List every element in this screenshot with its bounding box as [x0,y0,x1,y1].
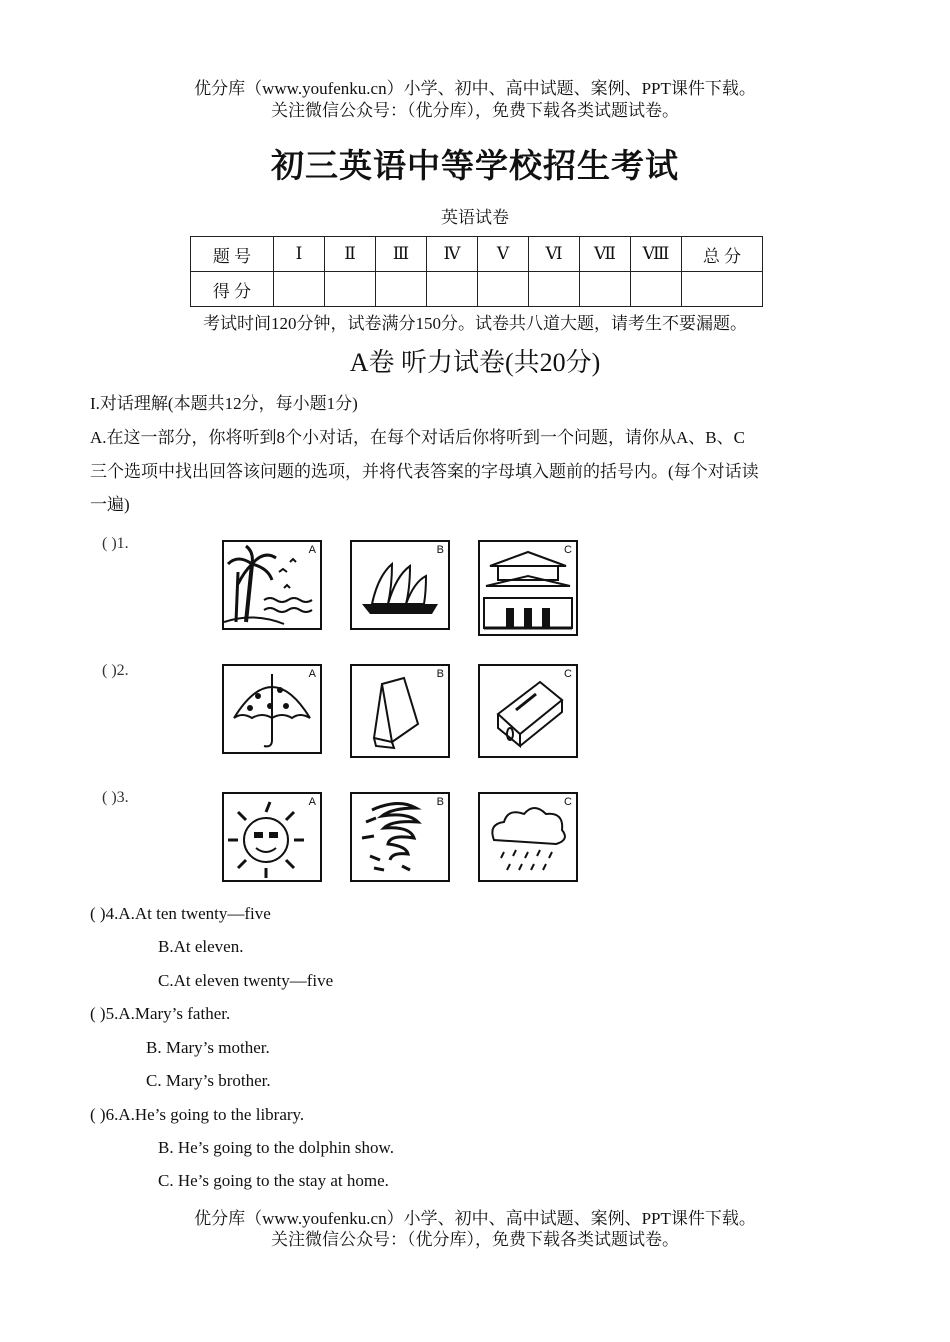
exam-note: 考试时间120分钟，试卷满分150分。试卷共八道大题，请考生不要漏题。 [203,314,747,333]
question-1-label: ( )1. [102,535,129,552]
section-1-intro-line-1: A.在这一部分，你将听到8个小对话，在每个对话后你将听到一个问题，请你从A、B、C [90,428,745,447]
section-1-intro-line-3: 一遍) [90,495,130,514]
score-table-header-row [191,237,763,272]
question-3-label: ( )3. [102,789,129,806]
part-a-title: A卷 听力试卷(共20分) [349,348,601,377]
question-6-stem: ( )6.A.He’s going to the library. [90,1105,305,1124]
score-table [190,236,763,307]
score-table-cell: 总 分 [682,237,763,272]
score-table-cell: Ⅷ [631,237,682,272]
score-table-cell: Ⅵ [529,237,580,272]
score-table-cell: Ⅰ [274,237,325,272]
score-table-cell: Ⅶ [580,237,631,272]
score-input-3[interactable] [376,272,427,307]
score-table-score-row [191,272,763,307]
header-line-1: 优分库（www.youfenku.cn）小学、初中、高中试题、案例、PPT课件下载。 [194,79,756,98]
score-input-8[interactable] [631,272,682,307]
pencil-box-icon[interactable] [478,664,578,758]
book-icon[interactable] [350,664,450,758]
score-table-cell: Ⅲ [376,237,427,272]
option-letter-a: A [308,668,316,680]
question-6-option-c: C. He’s going to the stay at home. [158,1171,389,1190]
question-4-option-c: C.At eleven twenty—five [158,971,334,990]
page-subtitle: 英语试卷 [441,208,509,227]
score-table-cell: 题 号 [191,237,274,272]
score-input-1[interactable] [274,272,325,307]
header-line-2: 关注微信公众号：（优分库），免费下载各类试题试卷。 [271,101,679,120]
score-input-5[interactable] [478,272,529,307]
footer-line-1: 优分库（www.youfenku.cn）小学、初中、高中试题、案例、PPT课件下载。 [194,1209,756,1228]
section-1-title: I.对话理解(本题共12分，每小题1分) [90,394,358,413]
page-title: 初三英语中等学校招生考试 [271,149,679,185]
question-4-option-b: B.At eleven. [158,937,244,956]
option-letter-b: B [436,544,444,556]
option-letter-c: C [564,796,572,808]
option-letter-c: C [564,668,572,680]
footer-line-2: 关注微信公众号：（优分库），免费下载各类试题试卷。 [271,1230,679,1249]
score-input-total[interactable] [682,272,763,307]
question-6-option-b: B. He’s going to the dolphin show. [158,1138,394,1157]
question-5-option-b: B. Mary’s mother. [146,1038,270,1057]
option-letter-c: C [564,544,572,556]
question-5-stem: ( )5.A.Mary’s father. [90,1004,231,1023]
rain-cloud-icon[interactable] [478,792,578,882]
score-input-6[interactable] [529,272,580,307]
umbrella-icon[interactable] [222,664,322,754]
score-table-cell: Ⅴ [478,237,529,272]
score-table-cell: 得 分 [191,272,274,307]
opera-house-icon[interactable] [350,540,450,630]
score-input-7[interactable] [580,272,631,307]
score-input-2[interactable] [325,272,376,307]
question-5-option-c: C. Mary’s brother. [146,1071,271,1090]
sun-icon[interactable] [222,792,322,882]
option-letter-b: B [436,668,444,680]
tiananmen-icon[interactable] [478,540,578,636]
option-letter-b: B [436,796,444,808]
beach-palm-icon[interactable] [222,540,322,630]
wind-icon[interactable] [350,792,450,882]
score-table-cell: Ⅳ [427,237,478,272]
question-4-stem: ( )4.A.At ten twenty—five [90,904,271,923]
option-letter-a: A [308,796,316,808]
option-letter-a: A [308,544,316,556]
question-2-label: ( )2. [102,662,129,679]
section-1-intro-line-2: 三个选项中找出回答该问题的选项，并将代表答案的字母填入题前的括号内。(每个对话读 [90,462,759,481]
score-table-cell: Ⅱ [325,237,376,272]
score-input-4[interactable] [427,272,478,307]
